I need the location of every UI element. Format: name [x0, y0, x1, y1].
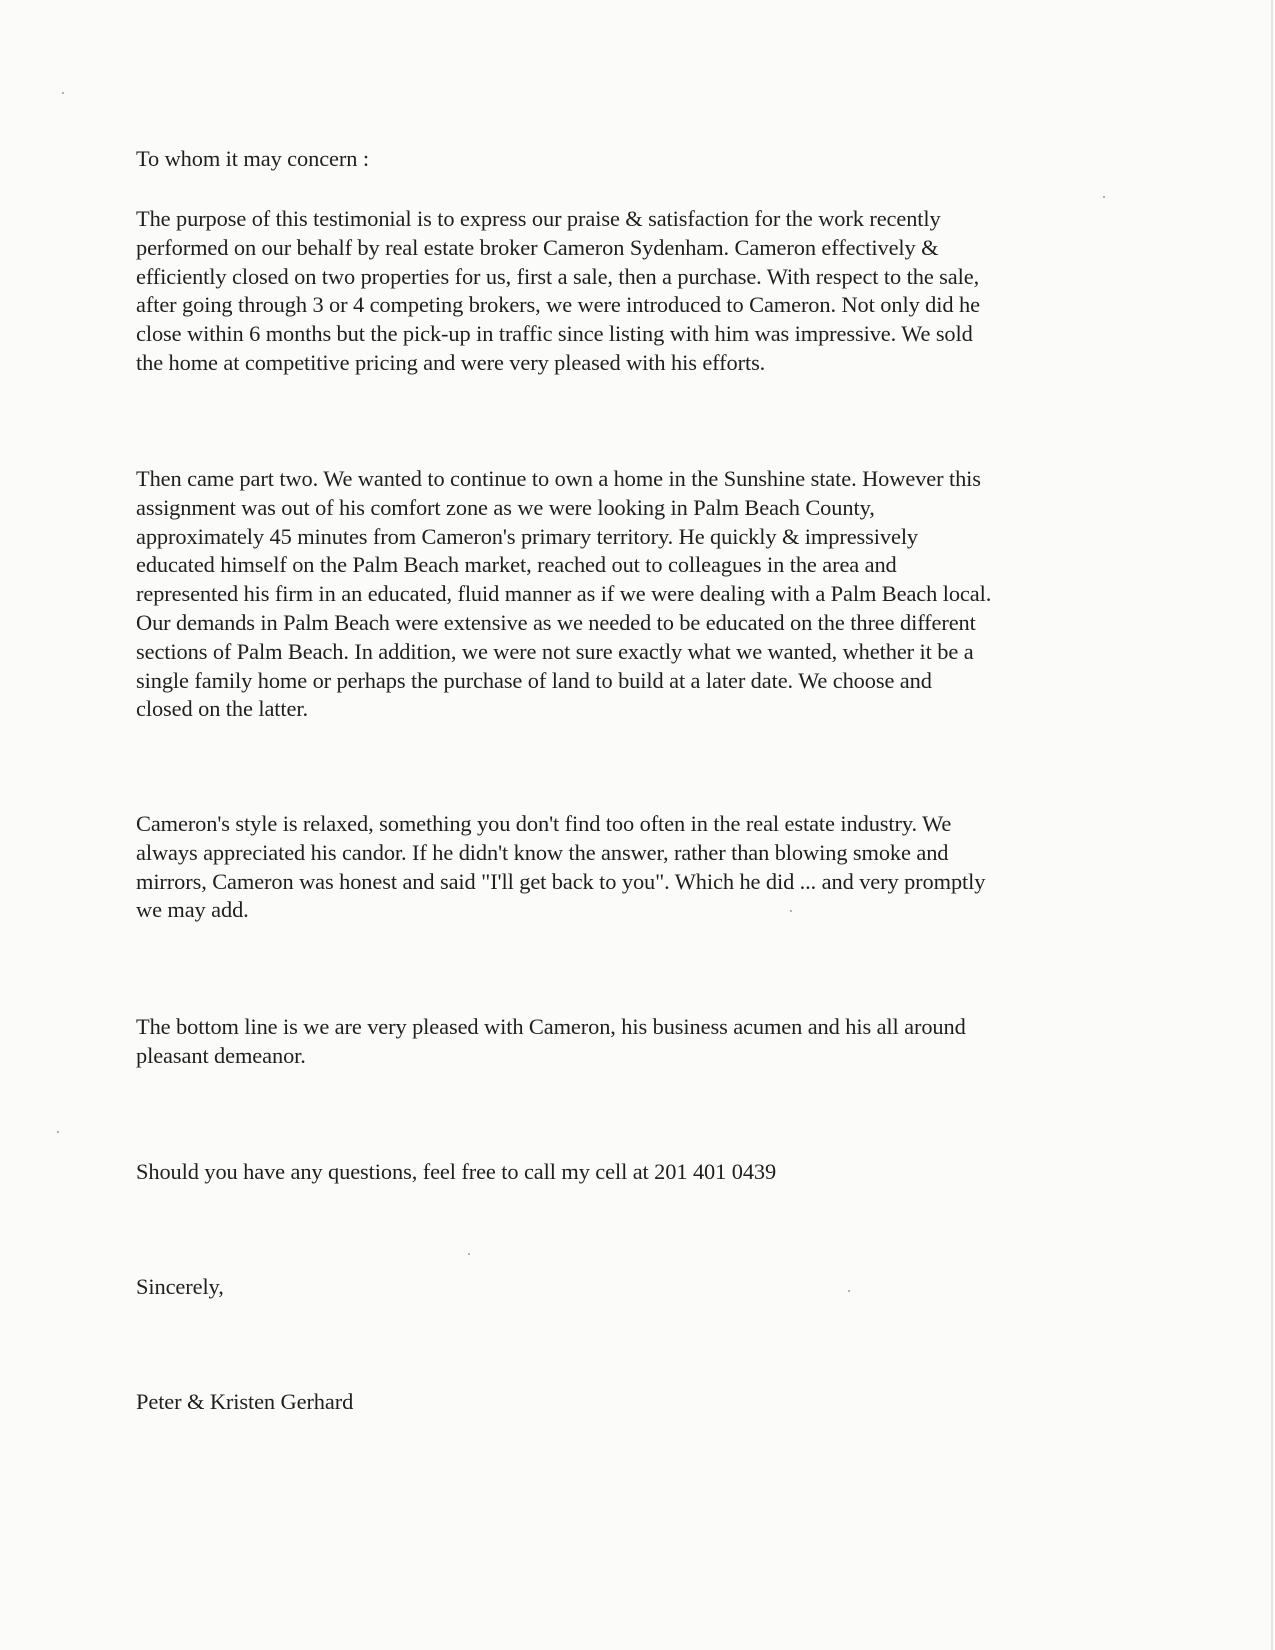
- signature: [136, 1388, 1136, 1417]
- scan-speck: [62, 92, 64, 94]
- paragraph-line: represented his firm in an educated, fluid manner as if we were dealing with a Palm Beach local.: [136, 581, 992, 607]
- paragraph-line: after going through 3 or 4 competing brokers, we were introduced to Cameron. Not only did he: [136, 292, 980, 318]
- scan-edge: [1271, 0, 1273, 1650]
- paragraph-line: closed on the latter.: [136, 696, 308, 722]
- paragraph-line: The purpose of this testimonial is to express our praise & satisfaction for the work recently: [136, 206, 941, 231]
- paragraph-4: [136, 1013, 1136, 1071]
- paragraph-line: Then came part two. We wanted to continue to own a home in the Sunshine state. However this: [136, 466, 981, 491]
- paragraph-line: always appreciated his candor. If he didn't know the answer, rather than blowing smoke and: [136, 839, 949, 865]
- paragraph-line: performed on our behalf by real estate broker Cameron Sydenham. Cameron effectively &: [136, 234, 939, 260]
- paragraph-line: approximately 45 minutes from Cameron's primary territory. He quickly & impressively: [136, 523, 919, 549]
- scan-speck: [790, 910, 792, 912]
- closing: [136, 1273, 1136, 1302]
- paragraph-line: assignment was out of his comfort zone as we were looking in Palm Beach County,: [136, 494, 875, 520]
- paragraph-line: efficiently closed on two properties for us, first a sale, then a purchase. With respect to the sale,: [136, 263, 980, 289]
- closing-line: Sincerely,: [136, 1274, 224, 1299]
- paragraph-line: Should you have any questions, feel free to call my cell at 201 401 0439: [136, 1159, 777, 1184]
- paragraph-line: Our demands in Palm Beach were extensive as we needed to be educated on the three different: [136, 609, 976, 635]
- paragraph-line: we may add.: [136, 897, 249, 923]
- paragraph-line: the home at competitive pricing and were very pleased with his efforts.: [136, 349, 766, 375]
- contact-paragraph: [136, 1158, 1136, 1187]
- paragraph-1: [136, 205, 1136, 378]
- scan-speck: [1103, 196, 1105, 198]
- scan-speck: [57, 1131, 59, 1133]
- scan-speck: [848, 1290, 850, 1292]
- paragraph-3: [136, 810, 1136, 925]
- paragraph-line: single family home or perhaps the purchase of land to build at a later date. We choose and: [136, 667, 932, 693]
- signature-line: Peter & Kristen Gerhard: [136, 1389, 354, 1414]
- paragraph-line: pleasant demeanor.: [136, 1042, 306, 1068]
- paragraph-line: mirrors, Cameron was honest and said "I'll get back to you". Which he did ... and very promptly: [136, 868, 986, 894]
- paragraph-line: sections of Palm Beach. In addition, we were not sure exactly what we wanted, whether it be a: [136, 638, 974, 664]
- paragraph-2: [136, 465, 1136, 724]
- paragraph-line: educated himself on the Palm Beach market, reached out to colleagues in the area and: [136, 552, 897, 578]
- paragraph-line: Cameron's style is relaxed, something you don't find too often in the real estate industry. We: [136, 811, 952, 836]
- greeting: [136, 145, 1136, 174]
- paragraph-line: The bottom line is we are very pleased with Cameron, his business acumen and his all around: [136, 1014, 966, 1039]
- scan-speck: [468, 1253, 470, 1255]
- greeting-line: To whom it may concern :: [136, 146, 369, 171]
- paragraph-line: close within 6 months but the pick-up in traffic since listing with him was impressive. We sold: [136, 321, 973, 347]
